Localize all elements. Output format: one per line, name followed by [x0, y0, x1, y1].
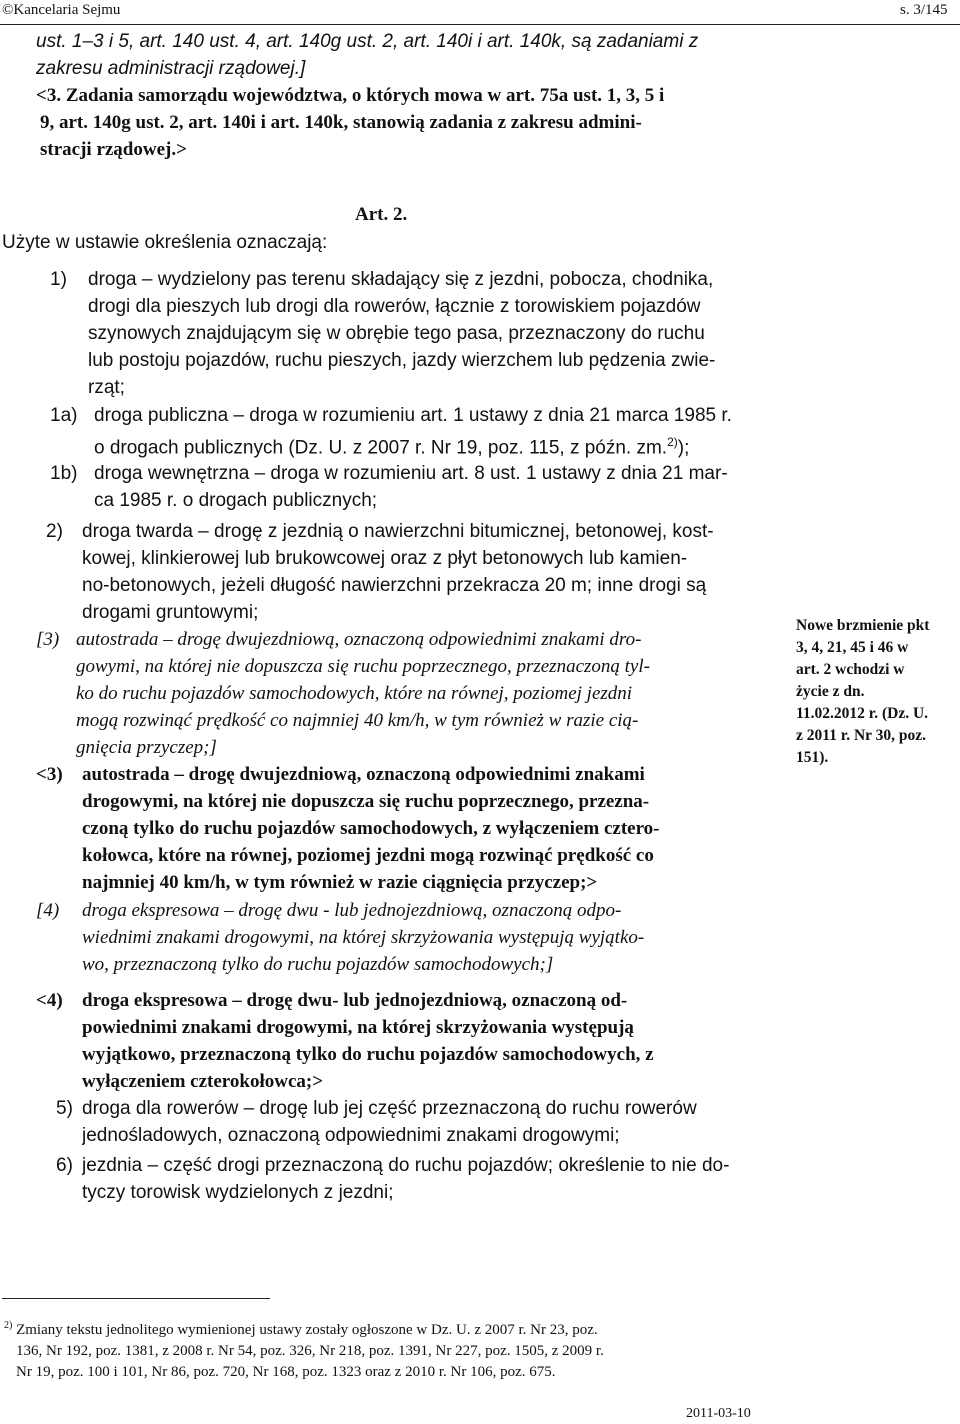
text-line: no-betonowych, jeżeli długość nawierzchni przekracza 20 m; inne drogi są	[82, 575, 707, 596]
text-line: ko do ruchu pojazdów samochodowych, które na równej, poziomej jezdni	[76, 683, 633, 704]
text-line: droga wewnętrzna – droga w rozumieniu art. 8 ust. 1 ustawy z dnia 21 mar-	[94, 463, 728, 484]
item-number: 1)	[50, 269, 67, 290]
header-rule	[0, 24, 960, 25]
text-line: wyłączeniem czterokołowca;>	[82, 1071, 324, 1092]
item-number: <4)	[36, 990, 63, 1011]
margin-note	[796, 615, 960, 769]
new-provision-text	[36, 82, 664, 163]
footnote-rule	[2, 1298, 270, 1299]
footnote-ref: 2)	[667, 435, 678, 449]
text-line-with-ref	[94, 429, 732, 461]
text-line: powiednimi znakami drogowymi, na której skrzyżowania występują	[82, 1017, 634, 1038]
article-intro: Użyte w ustawie określenia oznaczają:	[2, 232, 328, 253]
text-line: 151).	[796, 749, 829, 766]
text-line: zakresu administracji rządowej.]	[36, 58, 306, 79]
text-line: najmniej 40 km/h, w tym również w razie ciągnięcia przyczep;>	[82, 872, 598, 893]
text-line: wyjątkowo, przeznaczoną tylko do ruchu pojazdów samochodowych, z	[82, 1044, 654, 1065]
text-line: mogą rozwinąć prędkość co najmniej 40 km/h, w tym również w razie cią-	[76, 710, 639, 731]
text-fragment: Zmiany tekstu jednolitego wymienionej ustawy zostały ogłoszone w Dz. U. z 2007 r. Nr 23, poz.	[16, 1322, 598, 1338]
text-line: droga ekspresowa – drogę dwu - lub jednojezdniową, oznaczoną odpo-	[82, 900, 622, 921]
text-line: wo, przeznaczoną tylko do ruchu pojazdów samochodowych;]	[82, 954, 554, 975]
text-line: <3. Zadania samorządu województwa, o których mowa w art. 75a ust. 1, 3, 5 i	[36, 85, 665, 106]
text-line: droga twarda – drogę z jezdnią o nawierzchni bitumicznej, betonowej, kost-	[82, 521, 714, 542]
text-line: ca 1985 r. o drogach publicznych;	[94, 490, 378, 511]
text-line: lub postoju pojazdów, ruchu pieszych, jazdy wierzchem lub pędzenia zwie-	[88, 350, 716, 371]
text-line: drogami gruntowymi;	[82, 602, 259, 623]
text-line: życie z dn.	[796, 683, 865, 700]
text-line: drogi dla pieszych lub drogi dla rowerów, łącznie z torowiskiem pojazdów	[88, 296, 701, 317]
text-line: 136, Nr 192, poz. 1381, z 2008 r. Nr 54, poz. 326, Nr 218, poz. 1391, Nr 227, poz. 1505, z 2009 r.	[16, 1343, 604, 1359]
text-line: rząt;	[88, 377, 125, 398]
text-line: gnięcia przyczep;]	[76, 737, 217, 758]
text-line: jednośladowych, oznaczoną odpowiednimi znakami drogowymi;	[82, 1125, 620, 1146]
text-line: kołowca, które na równej, poziomej jezdni mogą rozwinąć prędkość co	[82, 845, 654, 866]
text-line: droga ekspresowa – drogę dwu- lub jednojezdniową, oznaczoną od-	[82, 990, 628, 1011]
text-fragment: o drogach publicznych (Dz. U. z 2007 r. Nr 19, poz. 115, z późn. zm.	[94, 437, 668, 459]
text-line: gowymi, na której nie dopuszcza się ruchu poprzecznego, przeznaczoną tyl-	[76, 656, 650, 677]
text-line: z 2011 r. Nr 30, poz.	[796, 727, 927, 744]
article-title: Art. 2.	[355, 204, 408, 225]
text-line: kowej, klinkierowej lub brukowcowej oraz z płyt betonowych lub kamien-	[82, 548, 688, 569]
header-source: ©Kancelaria Sejmu	[2, 2, 121, 18]
text-line: 11.02.2012 r. (Dz. U.	[796, 705, 929, 722]
text-line: szynowych znajdującym się w obrębie tego pasa, przeznaczony do ruchu	[88, 323, 705, 344]
text-line: 3, 4, 21, 45 i 46 w	[796, 639, 909, 656]
item-number: 1a)	[50, 405, 78, 426]
item-number: 1b)	[50, 463, 78, 484]
item-number: <3)	[36, 764, 63, 785]
footnote-marker: 2)	[4, 1320, 13, 1331]
item-number: [4)	[36, 900, 60, 921]
text-line: 9, art. 140g ust. 2, art. 140i i art. 140k, stanowią zadania z zakresu admini-	[40, 112, 642, 133]
text-line: stracji rządowej.>	[40, 139, 187, 160]
text-line: droga publiczna – droga w rozumieniu art. 1 ustawy z dnia 21 marca 1985 r.	[94, 405, 732, 426]
text-line: czoną tylko do ruchu pojazdów samochodowych, z wyłączeniem cztero-	[82, 818, 660, 839]
text-line: autostrada – drogę dwujezdniową, oznaczoną odpowiednimi znakami dro-	[76, 629, 642, 650]
item-number: 2)	[46, 521, 63, 542]
text-line: Nr 19, poz. 100 i 101, Nr 86, poz. 720, Nr 168, poz. 1323 oraz z 2010 r. Nr 106, poz. 675.	[16, 1364, 556, 1380]
item-number: 6)	[56, 1155, 73, 1176]
text-line: wiednimi znakami drogowymi, na której skrzyżowania występują wyjątko-	[82, 927, 645, 948]
text-line: droga dla rowerów – drogę lub jej część przeznaczoną do ruchu rowerów	[82, 1098, 697, 1119]
page-number: s. 3/145	[900, 2, 948, 18]
text-fragment: );	[677, 437, 690, 459]
text-line: drogowymi, na której nie dopuszcza się ruchu poprzecznego, przezna-	[82, 791, 650, 812]
old-provision-text	[36, 28, 698, 82]
text-line: jezdnia – część drogi przeznaczoną do ruchu pojazdów; określenie to nie do-	[82, 1155, 730, 1176]
item-number: [3)	[36, 629, 60, 650]
text-line	[4, 1315, 804, 1341]
footnote	[4, 1315, 804, 1383]
text-line: droga – wydzielony pas terenu składający się z jezdni, pobocza, chodnika,	[88, 269, 714, 290]
text-line: art. 2 wchodzi w	[796, 661, 905, 678]
text-line: ust. 1–3 i 5, art. 140 ust. 4, art. 140g ust. 2, art. 140i i art. 140k, są zadaniami z	[36, 31, 699, 52]
footer-date: 2011-03-10	[686, 1406, 751, 1421]
text-line: autostrada – drogę dwujezdniową, oznaczoną odpowiednimi znakami	[82, 764, 645, 785]
text-line: Nowe brzmienie pkt	[796, 617, 930, 634]
text-line: tyczy torowisk wydzielonych z jezdni;	[82, 1182, 394, 1203]
item-number: 5)	[56, 1098, 73, 1119]
